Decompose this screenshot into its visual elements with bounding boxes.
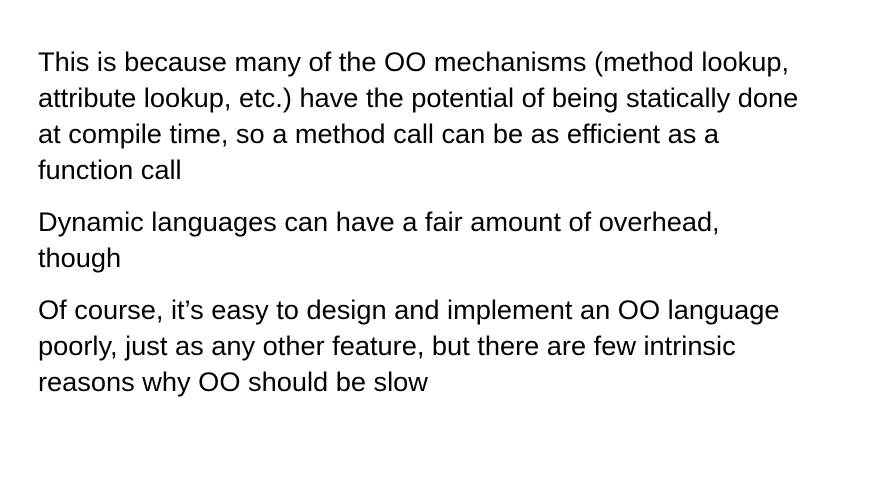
paragraph-static-oo bbox=[38, 44, 863, 188]
paragraph-line: poorly, just as any other feature, but there are few intrinsic bbox=[38, 330, 736, 361]
paragraph-line: function call bbox=[38, 154, 182, 185]
paragraph-line: Dynamic languages can have a fair amount of overhead, bbox=[38, 206, 720, 237]
paragraph-dynamic-overhead bbox=[38, 204, 863, 276]
paragraph-line: reasons why OO should be slow bbox=[38, 366, 428, 397]
paragraph-line: though bbox=[38, 242, 122, 273]
paragraph-line: Of course, it’s easy to design and implement an OO language bbox=[38, 294, 780, 325]
paragraph-line: at compile time, so a method call can be as efficient as a bbox=[38, 118, 720, 149]
slide-body bbox=[38, 44, 863, 416]
paragraph-line: This is because many of the OO mechanisms (method lookup, bbox=[38, 46, 790, 77]
paragraph-design-poorly bbox=[38, 292, 863, 400]
paragraph-line: attribute lookup, etc.) have the potential of being statically done bbox=[38, 82, 799, 113]
